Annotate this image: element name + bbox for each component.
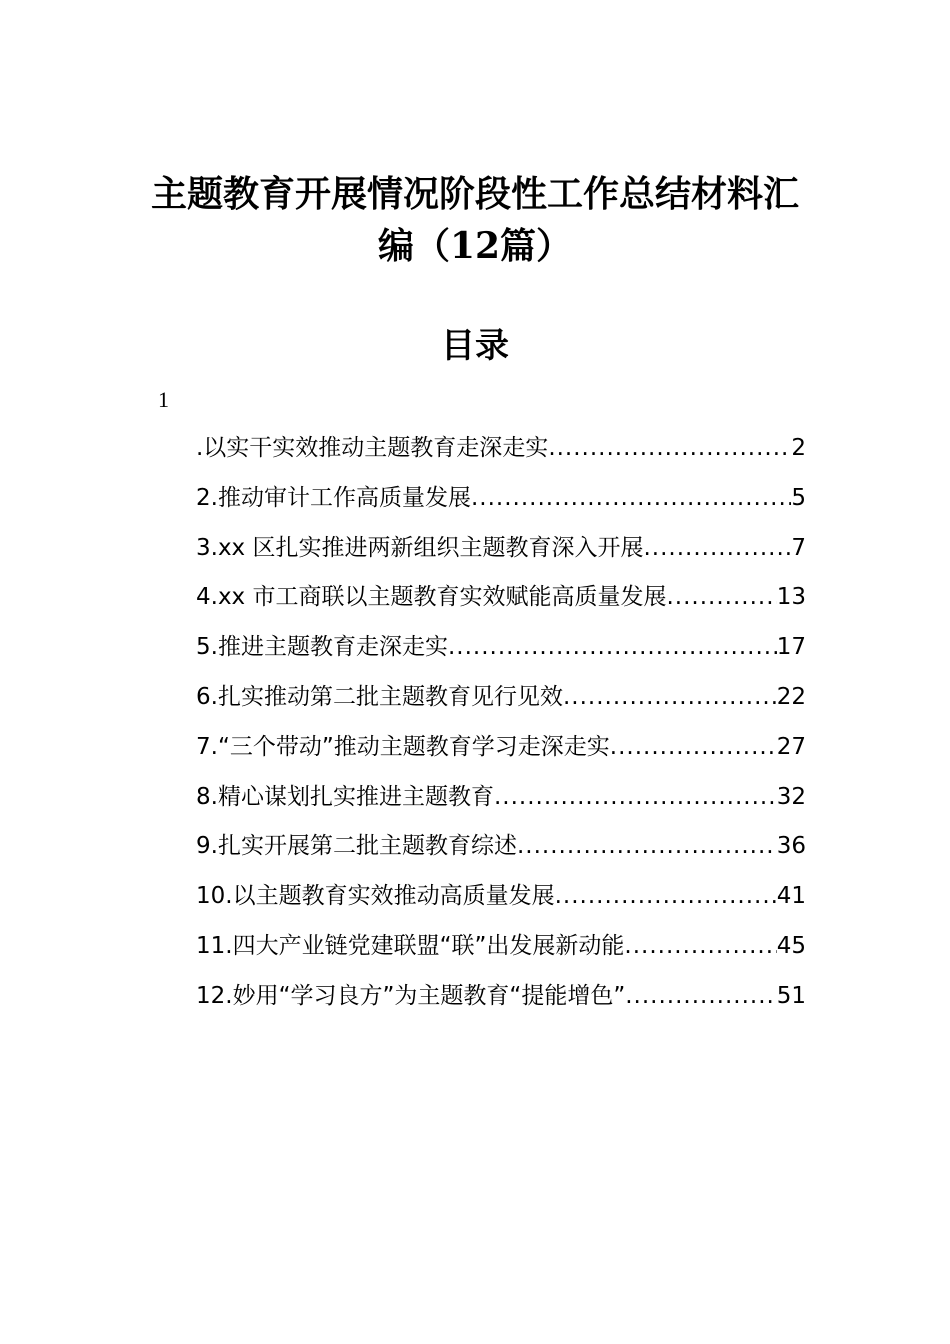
toc-item-text: 12.妙用“学习良方”为主题教育“提能增色” (196, 982, 626, 1009)
toc-item-5[interactable] (196, 623, 806, 673)
toc-leader-dots (624, 922, 776, 972)
toc-item-text: 9.扎实开展第二批主题教育综述 (196, 833, 517, 860)
toc-item-text: 7.“三个带动”推动主题教育学习走深走实 (196, 733, 610, 760)
toc-item-page: 7 (791, 534, 806, 561)
toc-item-page: 41 (776, 883, 806, 910)
toc-leader-dots (625, 972, 776, 1022)
toc-item-text: 6.扎实推动第二批主题教育见行见效 (196, 683, 563, 710)
toc-item-text: 5.推进主题教育走深走实 (196, 634, 448, 661)
toc-item-page: 13 (776, 584, 806, 611)
toc-item-text: 2.推动审计工作高质量发展 (196, 484, 471, 511)
toc-leader-dots (610, 723, 777, 773)
toc-leader-dots (494, 773, 777, 823)
toc-heading: 目录 (441, 326, 509, 366)
toc-item-11[interactable] (196, 922, 806, 972)
document-title-line-1: 主题教育开展情况阶段性工作总结材料汇 (150, 173, 799, 215)
document-title (140, 168, 810, 272)
toc-item-page: 5 (791, 484, 806, 511)
toc-leader-dots (563, 673, 777, 723)
table-of-contents (196, 424, 806, 1022)
toc-item-text: 11.四大产业链党建联盟“联”出发展新动能 (196, 932, 625, 959)
toc-item-12[interactable] (196, 972, 806, 1022)
toc-item-text: 10.以主题教育实效推动高质量发展 (196, 883, 555, 910)
toc-item-2[interactable] (196, 474, 806, 524)
toc-item-text: 8.精心谋划扎实推进主题教育 (196, 783, 494, 810)
toc-item-10[interactable] (196, 872, 806, 922)
toc-leader-dots (471, 474, 791, 524)
toc-item-8[interactable] (196, 773, 806, 823)
toc-item-page: 22 (776, 683, 806, 710)
toc-item-4[interactable] (196, 573, 806, 623)
toc-leader-dots (666, 573, 776, 623)
toc-item-page: 51 (776, 982, 806, 1009)
page-marker: 1 (158, 387, 169, 412)
toc-item-page: 17 (776, 634, 806, 661)
toc-item-page: 2 (791, 435, 806, 461)
toc-item-1[interactable] (196, 424, 806, 474)
toc-item-text: 4.xx 市工商联以主题教育实效赋能高质量发展 (196, 584, 667, 611)
toc-leader-dots (517, 822, 777, 872)
toc-item-6[interactable] (196, 673, 806, 723)
toc-item-text: .以实干实效推动主题教育走深走实 (196, 435, 549, 461)
toc-leader-dots (555, 872, 777, 922)
toc-item-page: 32 (776, 783, 806, 810)
toc-item-9[interactable] (196, 822, 806, 872)
toc-item-text: 3.xx 区扎实推进两新组织主题教育深入开展 (196, 534, 644, 561)
document-title-line-2: 编（12篇） (377, 225, 573, 267)
toc-item-7[interactable] (196, 723, 806, 773)
toc-leader-dots (548, 424, 791, 474)
toc-item-page: 27 (776, 733, 806, 760)
toc-item-3[interactable] (196, 524, 806, 574)
toc-leader-dots (643, 524, 791, 574)
toc-item-page: 36 (776, 833, 806, 860)
toc-item-page: 45 (776, 932, 806, 959)
toc-leader-dots (448, 623, 777, 673)
